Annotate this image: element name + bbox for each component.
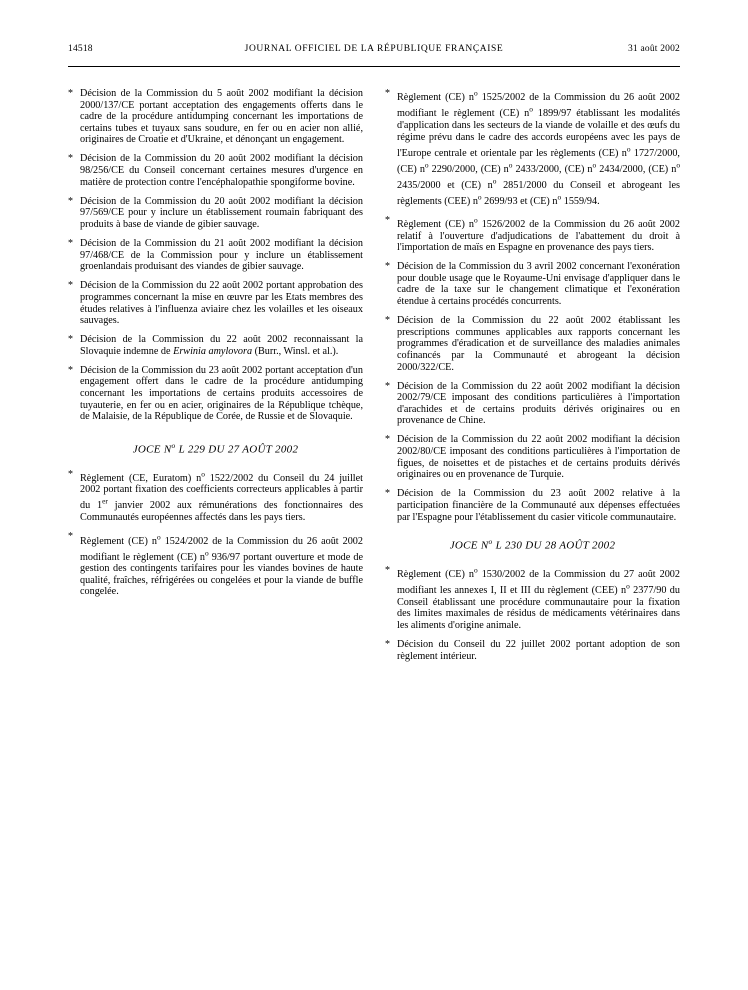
asterisk-bullet-icon: * bbox=[68, 364, 73, 376]
list-item bbox=[68, 334, 363, 357]
list-item bbox=[68, 280, 363, 326]
asterisk-bullet-icon: * bbox=[68, 531, 73, 543]
asterisk-bullet-icon: * bbox=[68, 468, 73, 480]
list-item-text: Décision de la Commission du 21 août 2002 modifiant la décision 97/468/CE de la Commission pour y inclure un établissement groenlandais produisant des viandes de gibier sauvage. bbox=[80, 238, 363, 273]
list-item-text: Règlement (CE) $n^o$ 1530/2002 de la Commission du 27 août 2002 modifiant les annexes I, II et III du règlement (CEE) $n^o$ 2377/90 du Conseil établissant une procédure communautaire pour la fixation des limites maximales de résidus de médicaments vétérinaires dans les aliments d'origine animale. bbox=[397, 565, 680, 631]
list-item-text: Décision de la Commission du 23 août 2002 portant acceptation d'un engagement offert dans le cadre de la procédure antidumping concernant les importations de certains produits accessoires de tuyauterie, en fer ou en acier, originaires de la République tchèque, de Malaisie, de la République de Corée, de Russie et de Slovaquie. bbox=[80, 364, 363, 423]
list-item bbox=[68, 531, 363, 598]
publication-title: JOURNAL OFFICIEL DE LA RÉPUBLIQUE FRANÇAISE bbox=[244, 44, 504, 54]
left-column bbox=[68, 88, 363, 670]
list-item-text: Règlement (CE) $n^o$ 1526/2002 de la Commission du 26 août 2002 relatif à l'ouverture d'adjudications de l'abattement du droit à l'importation de maïs en Espagne en provenance des pays tiers. bbox=[397, 215, 680, 254]
list-item bbox=[68, 365, 363, 423]
asterisk-bullet-icon: * bbox=[385, 639, 390, 651]
list-item-text: Décision de la Commission du 5 août 2002 modifiant la décision 2000/137/CE portant acceptation des engagements offerts dans le cadre de la procédure antidumping concernant les importations de certains tubes et tuyaux sans soudure, en fer ou en acier non allié, originaires de Croatie et d'Ukraine, et dénonçant un engagement. bbox=[80, 88, 363, 146]
asterisk-bullet-icon: * bbox=[385, 315, 390, 327]
right-section-heading: JOCE $N^o$ L 230 DU 28 AOÛT 2002 bbox=[449, 537, 616, 552]
list-item-text: Décision de la Commission du 22 août 2002 modifiant la décision 2002/80/CE imposant des conditions particulières à l'importation de figues, de noisettes et de pistaches et de certains produits dérivés originaires ou en provenance de Turquie. bbox=[397, 434, 680, 481]
left-items-after-heading bbox=[68, 469, 363, 598]
list-item bbox=[385, 565, 680, 632]
asterisk-bullet-icon: * bbox=[68, 153, 73, 165]
asterisk-bullet-icon: * bbox=[385, 488, 390, 500]
list-item-text: Décision de la Commission du 20 août 2002 modifiant la décision 98/256/CE du Conseil concernant certaines mesures d'urgence en matière de protection contre l'encéphalopathie spongiforme bovine. bbox=[80, 153, 363, 188]
asterisk-bullet-icon: * bbox=[68, 88, 73, 99]
header-rule bbox=[68, 66, 680, 67]
list-item-text: Règlement (CE, Euratom) $n^o$ 1522/2002 du Conseil du 24 juillet 2002 portant fixation des coefficients correcteurs applicables à partir du 1er janvier 2002 aux rémunérations des fonctionnaires des Communautés européennes affectés dans les pays tiers. bbox=[80, 469, 364, 524]
right-items-before-heading bbox=[385, 88, 680, 523]
list-item bbox=[385, 315, 680, 373]
list-item bbox=[385, 215, 680, 254]
list-item-text: Décision de la Commission du 22 août 2002 établissant les prescriptions communes applicables aux rapports concernant les programmes d'éradication et de surveillance des maladies animales cofinancés par la Communauté et abrogeant la décision 2000/322/CE. bbox=[397, 315, 680, 373]
list-item bbox=[385, 639, 680, 662]
left-items-before-heading bbox=[68, 88, 363, 423]
asterisk-bullet-icon: * bbox=[68, 238, 73, 250]
list-item bbox=[68, 153, 363, 188]
asterisk-bullet-icon: * bbox=[68, 280, 73, 292]
page-number: 14518 bbox=[68, 44, 93, 54]
asterisk-bullet-icon: * bbox=[385, 434, 390, 446]
list-item bbox=[68, 88, 363, 146]
asterisk-bullet-icon: * bbox=[68, 195, 73, 207]
asterisk-bullet-icon: * bbox=[385, 564, 390, 576]
list-item bbox=[68, 469, 363, 524]
list-item bbox=[385, 381, 680, 427]
list-item-text: Règlement (CE) $n^o$ 1524/2002 de la Commission du 26 août 2002 modifiant le règlement (CE) $n^o$ 936/97 portant ouverture et mode de gestion des contingents tarifaires pour les viandes bovines de haute qualité, fraîches, réfrigérées ou congelées et pour la viande de buffle congelée. bbox=[80, 532, 363, 598]
list-item bbox=[385, 434, 680, 480]
list-item bbox=[385, 88, 680, 207]
asterisk-bullet-icon: * bbox=[385, 380, 390, 392]
asterisk-bullet-icon: * bbox=[68, 334, 73, 346]
list-item bbox=[68, 238, 363, 273]
left-section-heading: JOCE $N^o$ L 229 DU 27 AOÛT 2002 bbox=[132, 440, 299, 456]
asterisk-bullet-icon: * bbox=[385, 88, 390, 99]
right-column bbox=[385, 88, 680, 670]
list-item-text: Décision de la Commission du 22 août 2002 modifiant la décision 2002/79/CE imposant des conditions particulières à l'importation d'arachides et de certains produits dérivés originaires ou en provenance de Chine. bbox=[397, 380, 680, 427]
list-item-text: Décision de la Commission du 22 août 2002 portant approbation des programmes concernant la mise en œuvre par les Etats membres des études relatives à l'influenza aviaire chez les volailles et les oiseaux sauvages. bbox=[80, 280, 363, 327]
list-item-text: Décision de la Commission du 23 août 2002 relative à la participation financière de la Communauté aux dépenses effectuées par l'Espagne pour l'établissement du casier viticole communautaire. bbox=[397, 488, 680, 523]
right-items-after-heading bbox=[385, 565, 680, 662]
list-item bbox=[68, 196, 363, 231]
publication-date: 31 août 2002 bbox=[627, 44, 680, 54]
list-item bbox=[385, 261, 680, 307]
list-item-text: Règlement (CE) $n^o$ 1525/2002 de la Commission du 26 août 2002 modifiant le règlement (CE) $n^o$ 1899/97 établissant les modalités d'application dans les secteurs de la viande de volaille et des œufs du régime prévu dans le cadre des accords européens avec les pays de l'Europe centrale et orientale par les règlements (CE) $n^o$ 1727/2000, (CE) $n^o$ 2290/2000, (CE) $n^o$ 2433/2000, (CE) $n^o$ 2434/2000, (CE) $n^o$ 2435/2000 et (CE) $n^o$ 2851/2000 du Conseil et abrogeant les règlements (CEE) $n^o$ 2699/93 et (CE) $n^o$ 1559/94. bbox=[397, 89, 681, 207]
list-item bbox=[385, 488, 680, 523]
list-item-text: Décision de la Commission du 3 avril 2002 concernant l'exonération pour double usage que le Royaume-Uni envisage d'appliquer dans le cadre de la taxe sur le changement climatique et l'exonération étendue à certains procédés concurrents. bbox=[397, 261, 680, 308]
asterisk-bullet-icon: * bbox=[385, 261, 390, 273]
asterisk-bullet-icon: * bbox=[385, 214, 390, 226]
list-item-text: Décision de la Commission du 20 août 2002 modifiant la décision 97/569/CE pour y inclure un établissement roumain fabriquant des produits à base de viande de gibier sauvage. bbox=[80, 195, 363, 230]
list-item-text: Décision de la Commission du 22 août 2002 reconnaissant la Slovaquie indemne de Erwinia amylovora (Burr., Winsl. et al.). bbox=[80, 334, 363, 357]
content-columns bbox=[68, 88, 680, 670]
list-item-text: Décision du Conseil du 22 juillet 2002 portant adoption de son règlement intérieur. bbox=[397, 639, 680, 662]
page-header bbox=[68, 44, 680, 58]
